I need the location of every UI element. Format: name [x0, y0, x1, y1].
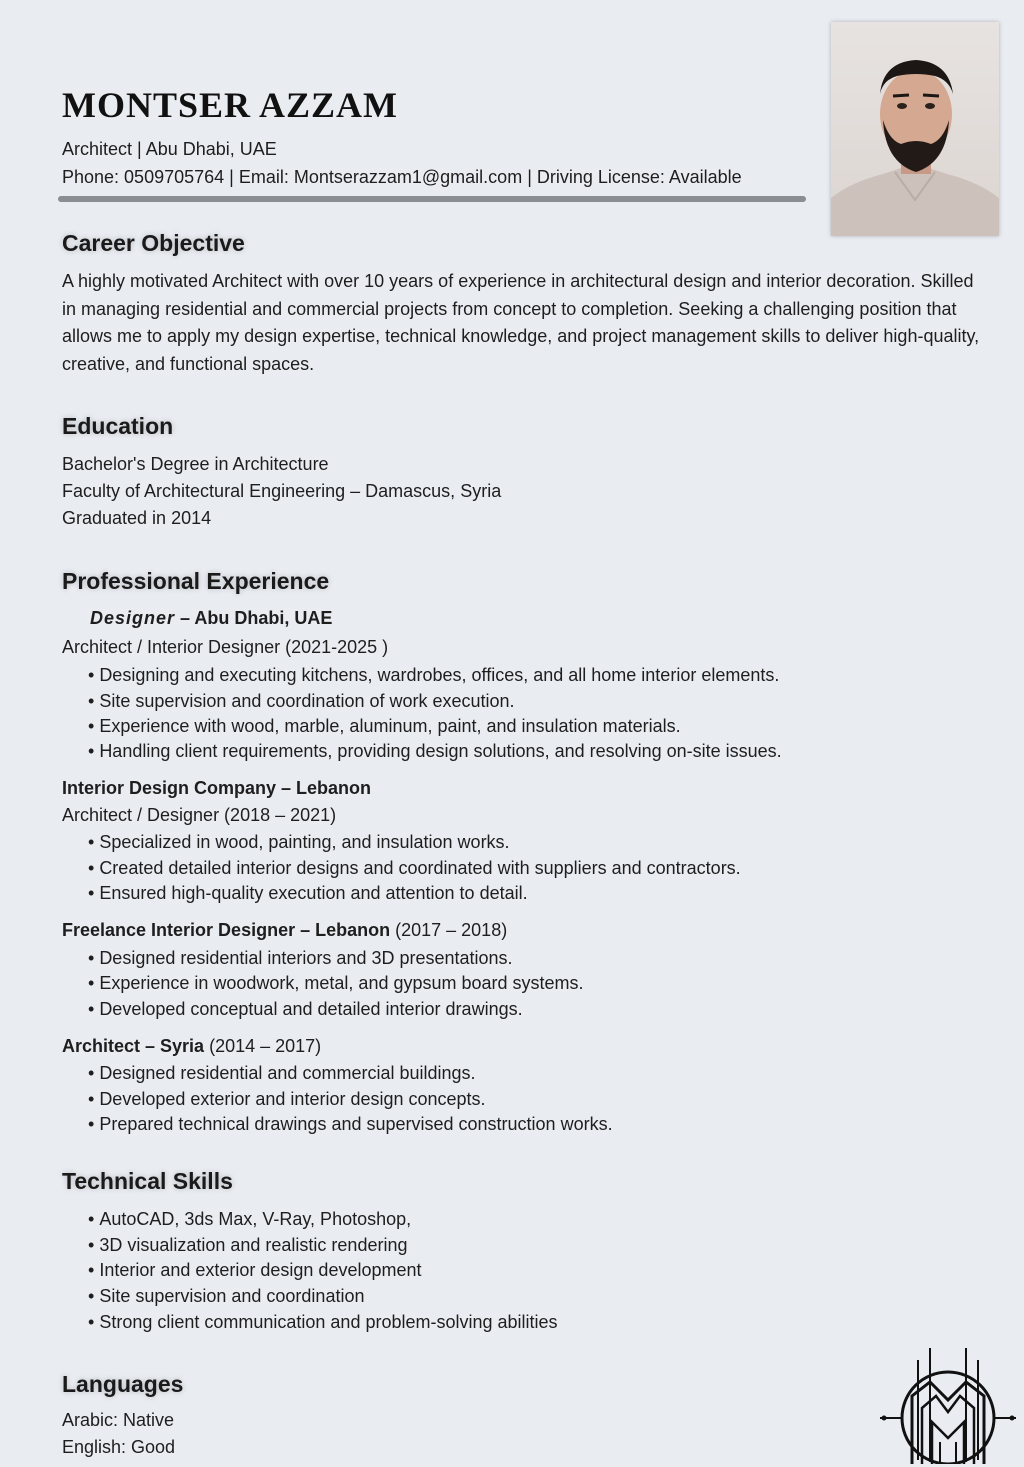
header-divider [58, 196, 806, 202]
job-3-period: (2017 – 2018) [390, 920, 508, 940]
job-1-header [90, 608, 332, 629]
contact-line: Phone: 0509705764 | Email: Montserazzam1@gmail.com | Driving License: Available [62, 167, 742, 187]
education-degree: Bachelor's Degree in Architecture [62, 454, 329, 474]
job-3-bullet: • Experience in woodwork, metal, and gypsum board systems. [88, 973, 584, 994]
job-4-company: Architect – Syria [62, 1036, 205, 1056]
job-1-company: Designer [90, 608, 176, 628]
skill-item: • Site supervision and coordination [88, 1286, 364, 1307]
skill-item: • Interior and exterior design development [88, 1260, 422, 1281]
languages-heading: Languages [62, 1371, 184, 1397]
education-graduated: Graduated in 2014 [62, 508, 212, 528]
job-3-company: Freelance Interior Designer – Lebanon [62, 920, 391, 940]
skill-item: • Strong client communication and problem-solving abilities [88, 1312, 558, 1333]
job-1-location: – Abu Dhabi, UAE [175, 608, 333, 628]
job-4-period: (2014 – 2017) [204, 1036, 322, 1056]
language-item: Arabic: Native [62, 1410, 175, 1430]
education-heading: Education [62, 413, 174, 439]
job-1-bullet: • Experience with wood, marble, aluminum, paint, and insulation materials. [88, 716, 681, 737]
person-portrait-icon [831, 22, 999, 236]
education-faculty: Faculty of Architectural Engineering – Damascus, Syria [62, 481, 502, 501]
career-objective-text: A highly motivated Architect with over 10 years of experience in architectural design and interior decoration. Skilled in managing residential and commercial projects from concept to completion. Seeking a challenging position that allows me to apply my design expertise, technical knowledge, and project management skills to deliver high-quality, creative, and functional spaces. [62, 271, 980, 374]
job-4-bullet: • Developed exterior and interior design concepts. [88, 1089, 486, 1110]
experience-heading: Professional Experience [62, 568, 330, 594]
profile-photo [831, 22, 999, 236]
job-2-bullet: • Ensured high-quality execution and attention to detail. [88, 883, 528, 904]
skill-item: • 3D visualization and realistic rendering [88, 1235, 407, 1256]
career-objective-heading: Career Objective [62, 230, 245, 256]
job-4-bullet: • Designed residential and commercial buildings. [88, 1063, 476, 1084]
job-2-bullet: • Specialized in wood, painting, and insulation works. [88, 832, 510, 853]
job-3-bullet: • Developed conceptual and detailed interior drawings. [88, 999, 523, 1020]
job-1-bullet: • Handling client requirements, providing design solutions, and resolving on-site issues. [88, 741, 782, 762]
candidate-subtitle: Architect | Abu Dhabi, UAE [62, 139, 277, 159]
job-4-bullet: • Prepared technical drawings and supervised construction works. [88, 1114, 613, 1135]
job-2-role: Architect / Designer (2018 – 2021) [62, 805, 337, 825]
job-2-bullet: • Created detailed interior designs and coordinated with suppliers and contractors. [88, 858, 741, 879]
job-3-header [62, 920, 507, 941]
candidate-name: MONTSER AZZAM [62, 85, 399, 125]
job-1-role: Architect / Interior Designer (2021-2025 ) [62, 637, 389, 657]
language-item: English: Good [62, 1437, 176, 1457]
architecture-monogram-logo-icon [878, 1338, 1018, 1464]
skills-heading: Technical Skills [62, 1168, 233, 1194]
job-1-bullet: • Site supervision and coordination of work execution. [88, 691, 515, 712]
job-2-company: Interior Design Company – Lebanon [62, 778, 372, 798]
skill-item: • AutoCAD, 3ds Max, V-Ray, Photoshop, [88, 1209, 411, 1230]
job-3-bullet: • Designed residential interiors and 3D presentations. [88, 948, 513, 969]
job-4-header [62, 1036, 321, 1057]
job-1-bullet: • Designing and executing kitchens, wardrobes, offices, and all home interior elements. [88, 665, 779, 686]
